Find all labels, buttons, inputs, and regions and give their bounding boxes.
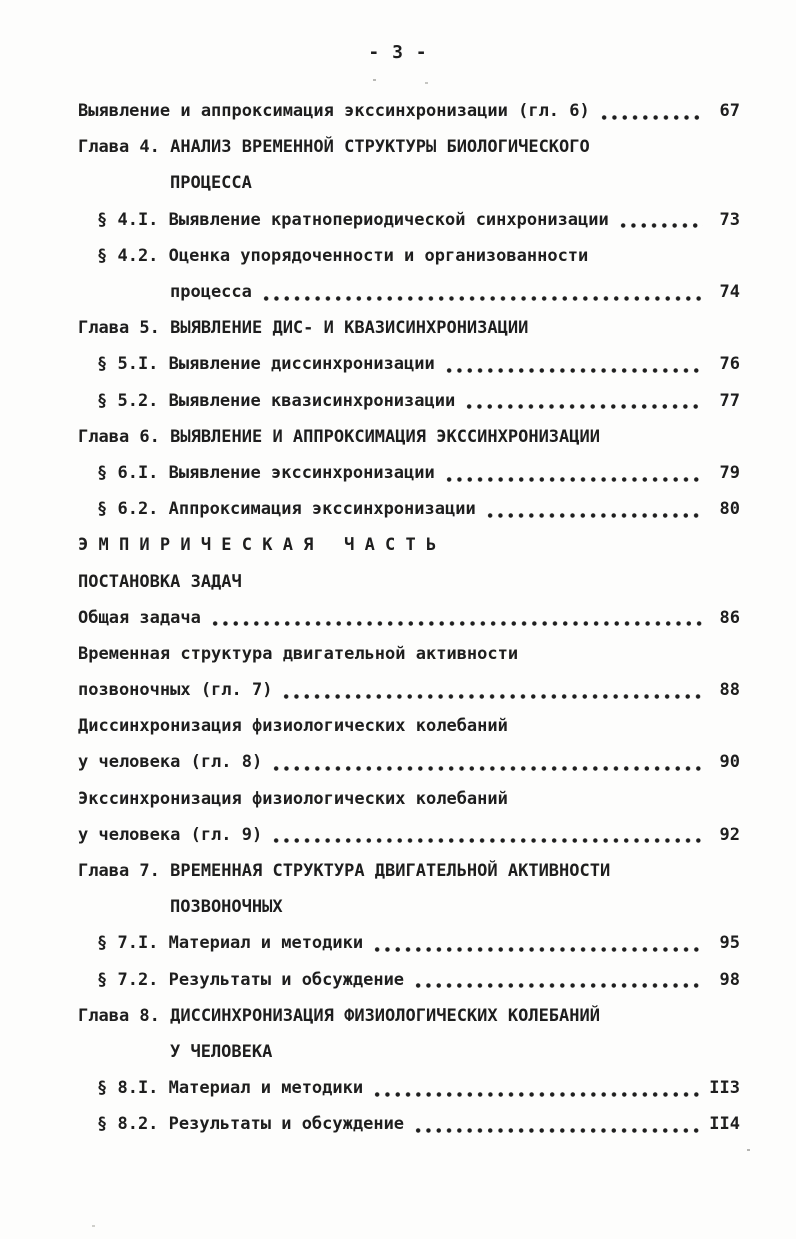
toc-row [0, 310, 740, 346]
toc-entry-text: у человека (гл. 9) [78, 824, 263, 845]
toc-entry-text: Экссинхронизация физиологических колебаний [78, 788, 508, 809]
page-number-header: - 3 - [368, 42, 428, 63]
dot-leader [444, 367, 703, 374]
page-number: 86 [719, 607, 740, 628]
toc-row [0, 93, 740, 129]
toc-row [0, 129, 740, 165]
toc-row [0, 346, 740, 382]
toc-entry-text: § 8.2. Результаты и обсуждение [97, 1114, 405, 1135]
toc-row [0, 672, 740, 708]
toc-entry-text: ПРОЦЕССА [170, 173, 252, 194]
dot-leader [210, 620, 703, 627]
dot-leader [444, 476, 703, 483]
toc-entry-text: Диссинхронизация физиологических колебаний [78, 716, 508, 737]
toc-row [0, 925, 740, 961]
toc-entry-text: Глава 7. ВРЕМЕННАЯ СТРУКТУРА ДВИГАТЕЛЬНОЙ АКТИВНОСТИ [78, 861, 611, 882]
toc-row [0, 563, 740, 599]
toc-entry-text: § 7.I. Материал и методики [97, 933, 364, 954]
toc-entry-text: Глава 4. АНАЛИЗ ВРЕМЕННОЙ СТРУКТУРЫ БИОЛОГИЧЕСКОГО [78, 137, 590, 158]
page-number: 90 [719, 752, 740, 773]
toc-row [0, 527, 740, 563]
toc-row [0, 165, 740, 201]
toc-entry-text: Глава 5. ВЫЯВЛЕНИЕ ДИС- И КВАЗИСИНХРОНИЗАЦИИ [78, 318, 529, 339]
toc-row [0, 238, 740, 274]
toc-entry-text: § 4.2. Оценка упорядоченности и организованности [97, 245, 589, 266]
toc-entry-text: § 4.I. Выявление кратнопериодической синхронизации [97, 209, 609, 230]
toc-row [0, 600, 740, 636]
toc-entry-text: позвоночных (гл. 7) [78, 680, 273, 701]
toc-row [0, 998, 740, 1034]
dot-leader [413, 1127, 703, 1134]
toc-entry-text: Временная структура двигательной активности [78, 643, 519, 664]
page-number: 79 [719, 462, 740, 483]
toc-row [0, 274, 740, 310]
page-number: 98 [719, 969, 740, 990]
toc-entry-text: § 8.I. Материал и методики [97, 1078, 364, 1099]
dot-leader [618, 222, 703, 229]
page-number: 80 [719, 499, 740, 520]
toc-row [0, 1106, 740, 1142]
toc-entry-text: Глава 6. ВЫЯВЛЕНИЕ И АППРОКСИМАЦИЯ ЭКССИНХРОНИЗАЦИИ [78, 426, 600, 447]
toc-row [0, 1070, 740, 1106]
page-number: 95 [719, 933, 740, 954]
toc-entry-text: У ЧЕЛОВЕКА [170, 1041, 273, 1062]
toc-entry-text: Глава 8. ДИССИНХРОНИЗАЦИЯ ФИЗИОЛОГИЧЕСКИХ КОЛЕБАНИЙ [78, 1005, 600, 1026]
page-number: 74 [719, 282, 740, 303]
toc-entry-text: процесса [170, 282, 252, 303]
dot-leader [485, 512, 703, 519]
toc-entry-text: § 5.2. Выявление квазисинхронизации [97, 390, 456, 411]
toc-row [0, 781, 740, 817]
dot-leader [281, 693, 703, 700]
toc-row [0, 491, 740, 527]
dot-leader [261, 295, 703, 302]
toc-row [0, 1034, 740, 1070]
toc-row [0, 383, 740, 419]
toc-entry-text: ПОЗВОНОЧНЫХ [170, 897, 283, 918]
page-number: 73 [719, 209, 740, 230]
toc-row [0, 708, 740, 744]
toc-row [0, 202, 740, 238]
toc-row [0, 817, 740, 853]
toc-row [0, 744, 740, 780]
page-number: 76 [719, 354, 740, 375]
toc-entry-text: § 6.I. Выявление экссинхронизации [97, 462, 435, 483]
toc-row [0, 636, 740, 672]
toc-entry-text: ПОСТАНОВКА ЗАДАЧ [78, 571, 242, 592]
toc-entry-text: у человека (гл. 8) [78, 752, 263, 773]
dot-leader [372, 946, 703, 953]
toc-entry-text: § 6.2. Аппроксимация экссинхронизации [97, 499, 476, 520]
dot-leader [271, 765, 703, 772]
dot-leader [599, 114, 703, 121]
page-number: II3 [709, 1078, 740, 1099]
toc-row [0, 419, 740, 455]
toc-entry-text: Э М П И Р И Ч Е С К А Я Ч А С Т Ь [78, 535, 437, 556]
page-number: 67 [719, 101, 740, 122]
toc-row [0, 853, 740, 889]
toc-entry-text: § 7.2. Результаты и обсуждение [97, 969, 405, 990]
dot-leader [271, 837, 703, 844]
dot-leader [413, 982, 703, 989]
toc-entry-text: Выявление и аппроксимация экссинхронизации (гл. 6) [78, 101, 590, 122]
page-number: 77 [719, 390, 740, 411]
page-number: 92 [719, 824, 740, 845]
page-number: II4 [709, 1114, 740, 1135]
toc-row [0, 455, 740, 491]
toc-entry-text: § 5.I. Выявление диссинхронизации [97, 354, 435, 375]
dot-leader [464, 403, 703, 410]
toc-row [0, 889, 740, 925]
toc-entry-text: Общая задача [78, 607, 201, 628]
table-of-contents [0, 93, 796, 1142]
toc-row [0, 962, 740, 998]
dot-leader [372, 1091, 703, 1098]
page-number: 88 [719, 680, 740, 701]
